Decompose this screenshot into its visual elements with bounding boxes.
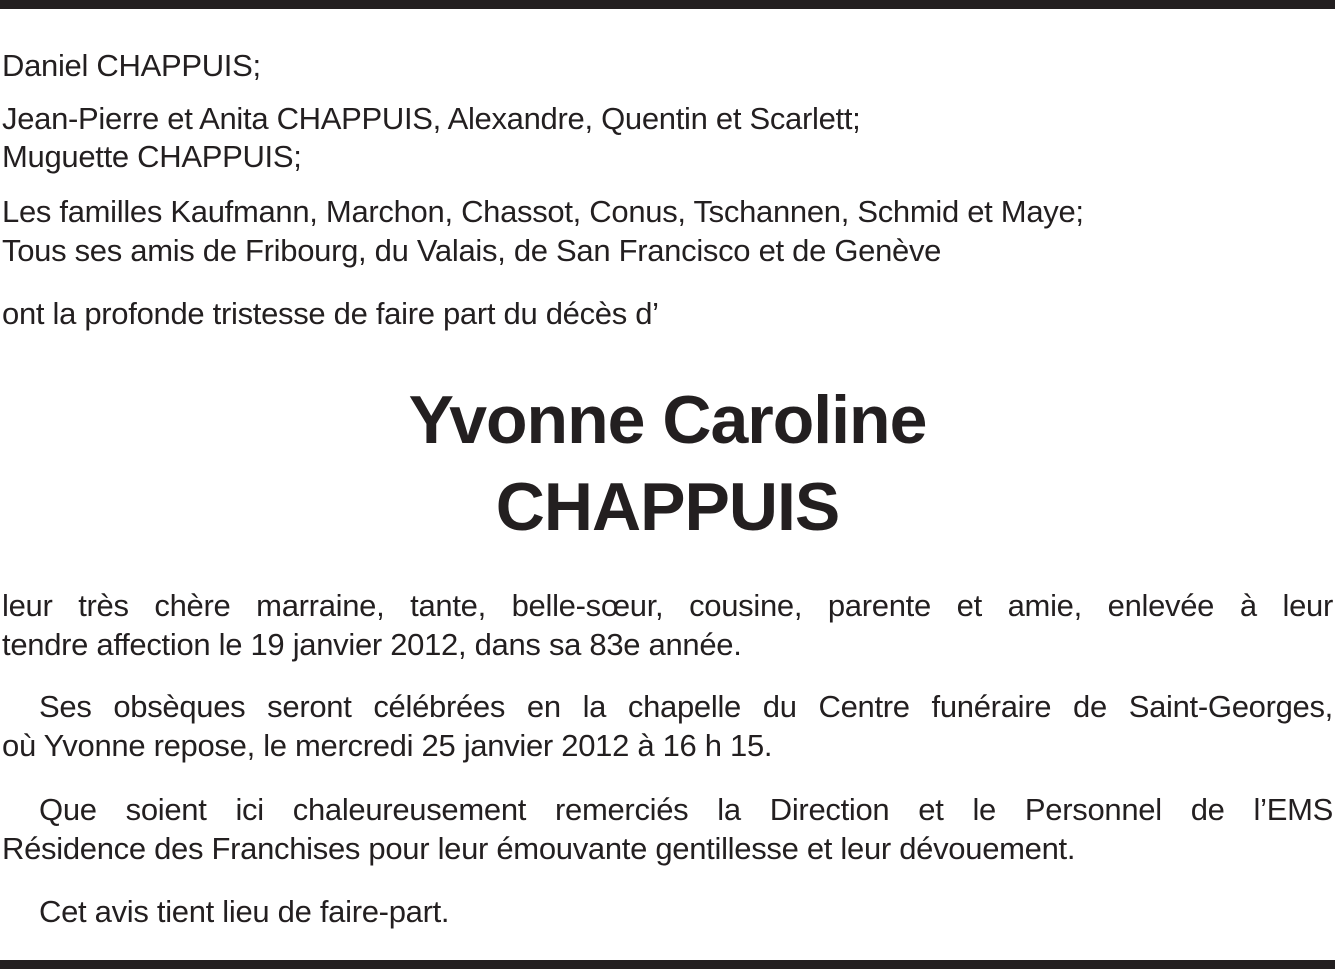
paragraph-3-line-1: Que soient ici chaleureusement remerciés la Direction et le Personnel de l’EMS [39,792,1333,827]
paragraph-3-line-2: Résidence des Franchises pour leur émouvante gentillesse et leur dévouement. [2,831,1076,866]
paragraph-1-line-1: leur très chère marraine, tante, belle-sœur, cousine, parente et amie, enlevée à leur [2,588,1333,623]
family-line-amis: Tous ses amis de Fribourg, du Valais, de San Francisco et de Genève [2,233,942,268]
deceased-surname: CHAPPUIS [495,469,840,545]
paragraph-4-line-1: Cet avis tient lieu de faire-part. [39,894,450,929]
paragraph-2-line-1: Ses obsèques seront célébrées en la chapelle du Centre funéraire de Saint-Georges, [39,689,1333,724]
family-line-daniel: Daniel CHAPPUIS; [2,48,261,83]
announcement-text: ont la profonde tristesse de faire part du décès d’ [2,296,659,331]
top-border-rule [0,0,1335,9]
paragraph-2-line-2: où Yvonne repose, le mercredi 25 janvier 2012 à 16 h 15. [2,728,773,763]
family-line-jean-pierre: Jean-Pierre et Anita CHAPPUIS, Alexandre, Quentin et Scarlett; [2,101,861,136]
paragraph-1-line-2: tendre affection le 19 janvier 2012, dans sa 83e année. [2,627,742,662]
bottom-border-rule [0,960,1335,969]
deceased-first-names: Yvonne Caroline [408,382,927,458]
family-line-familles: Les familles Kaufmann, Marchon, Chassot, Conus, Tschannen, Schmid et Maye; [2,194,1084,229]
family-line-muguette: Muguette CHAPPUIS; [2,139,302,174]
